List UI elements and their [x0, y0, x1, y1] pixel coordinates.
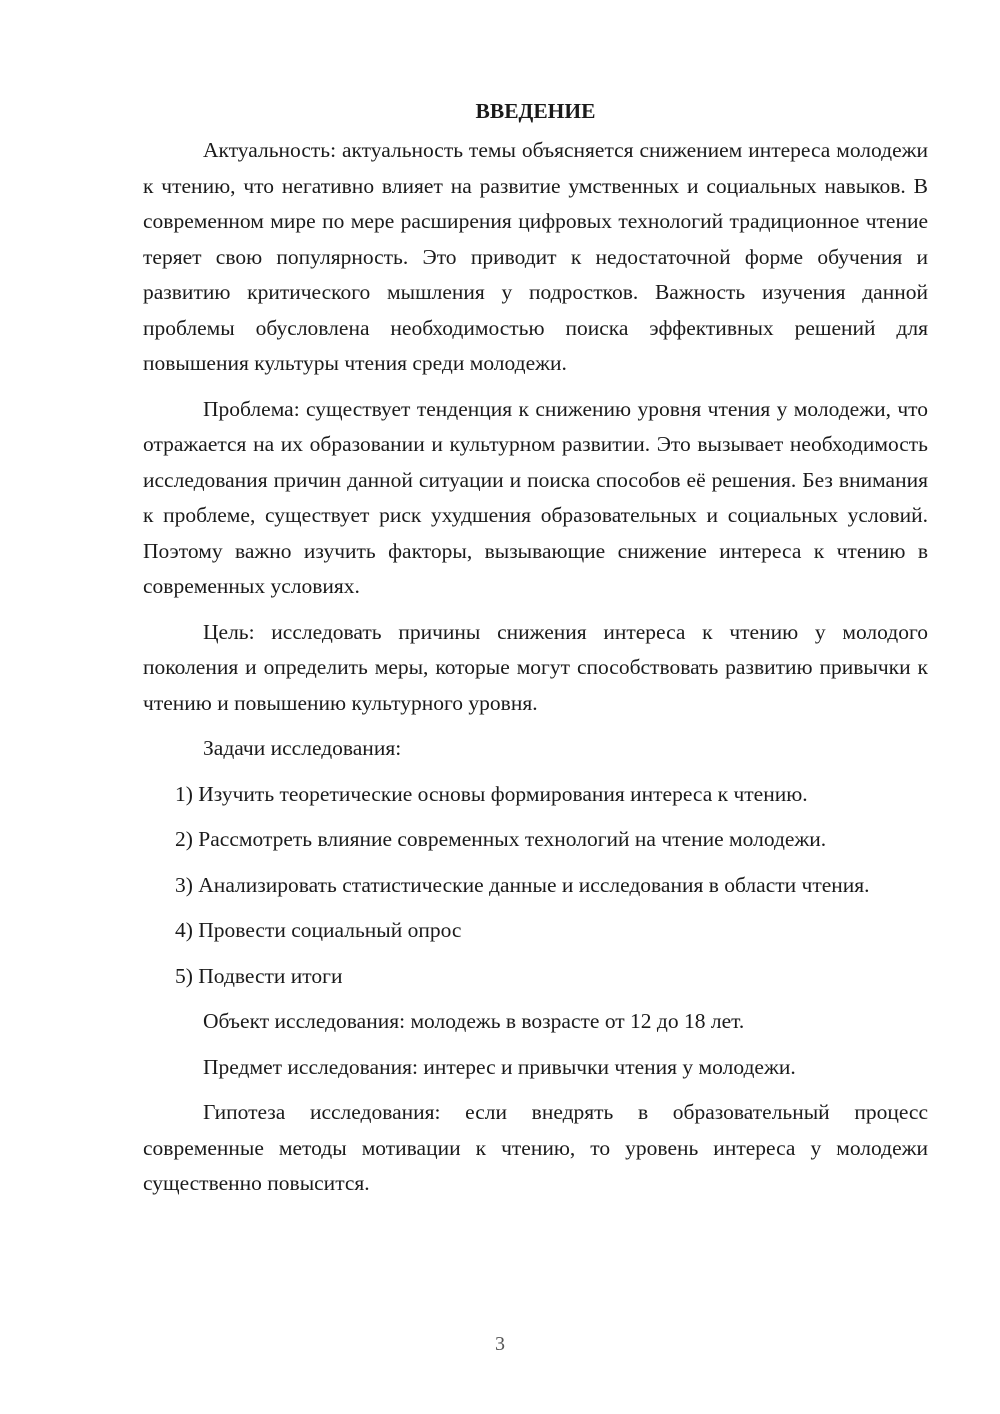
task-item-1: 1) Изучить теоретические основы формирования интереса к чтению.	[175, 781, 808, 806]
section-title: ВВЕДЕНИЕ	[475, 99, 596, 123]
paragraph-relevance: Актуальность: актуальность темы объясняется снижением интереса молодежи к чтению, что негативно влияет на развитие умственных и социальных навыков. В современном мире по мере расширения цифровых технологий традиционное чтение теряет свою популярность. Это приводит к недостаточной форме обучения и развитию критического мышления у подростков. Важность изучения данной проблемы обусловлена необходимостью поиска эффективных решений для повышения культуры чтения среди молодежи.	[143, 138, 928, 375]
task-item-5: 5) Подвести итоги	[175, 963, 343, 988]
task-item-4: 4) Провести социальный опрос	[175, 918, 462, 942]
paragraph-object: Объект исследования: молодежь в возрасте от 12 до 18 лет.	[203, 1009, 745, 1033]
task-item-2: 2) Рассмотреть влияние современных технологий на чтение молодежи.	[175, 827, 827, 851]
task-item-3: 3) Анализировать статистические данные и исследования в области чтения.	[175, 872, 870, 897]
page-content	[143, 94, 928, 1212]
page-number: 3	[495, 1333, 505, 1355]
paragraph-goal: Цель: исследовать причины снижения интереса к чтению у молодого поколения и определить меры, которые могут способствовать развитию привычки к чтению и повышению культурного уровня.	[143, 619, 928, 715]
paragraph-subject: Предмет исследования: интерес и привычки чтения у молодежи.	[203, 1054, 796, 1079]
paragraph-hypothesis: Гипотеза исследования: если внедрять в образовательный процесс современные методы мотивации к чтению, то уровень интереса у молодежи существенно повысится.	[143, 1100, 928, 1195]
paragraph-problem: Проблема: существует тенденция к снижению уровня чтения у молодежи, что отражается на их образовании и культурном развитии. Это вызывает необходимость исследования причин данной ситуации и поиска способов её решения. Без внимания к проблеме, существует риск ухудшения образовательных и социальных условий. Поэтому важно изучить факторы, вызывающие снижение интереса к чтению в современных условиях.	[143, 396, 928, 598]
paragraph-tasks-heading: Задачи исследования:	[203, 736, 402, 760]
